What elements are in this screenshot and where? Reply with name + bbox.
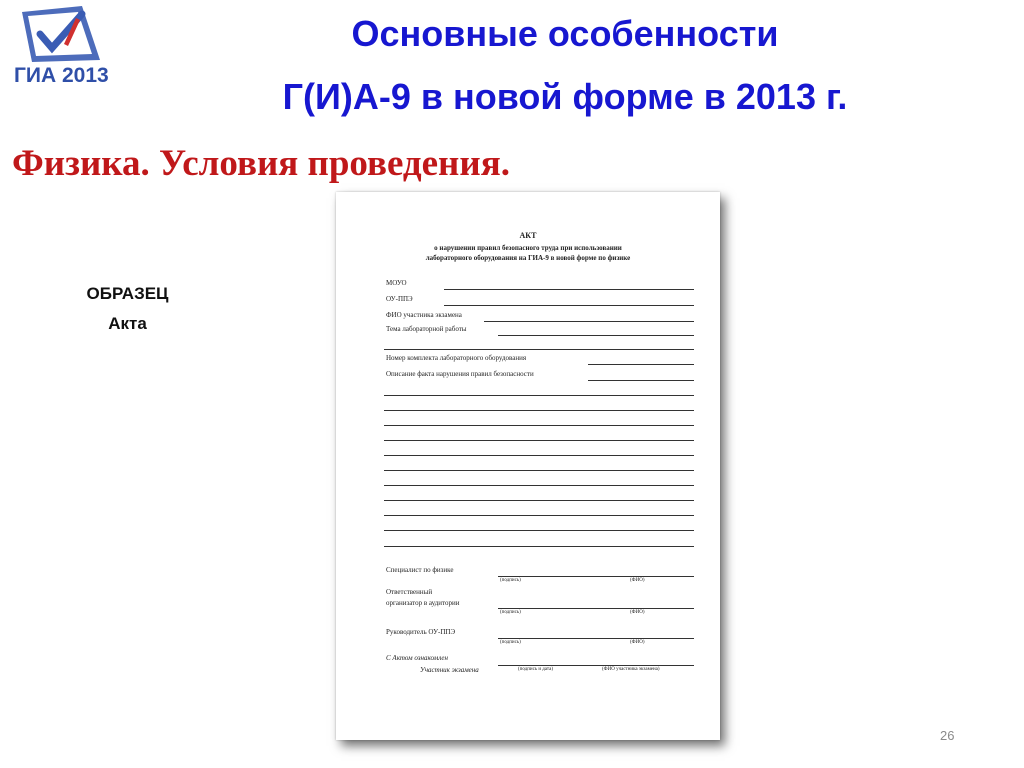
specialist-fio-caption: (ФИО)	[630, 578, 645, 583]
field-violation-label: Описание факта нарушения правил безопасности	[386, 370, 534, 378]
slide-title-line-2: Г(И)А-9 в новой форме в 2013 г.	[282, 76, 848, 117]
field-mouo-line	[444, 289, 694, 290]
head-fio-caption: (ФИО)	[630, 640, 645, 645]
head-label: Руководитель ОУ-ППЭ	[386, 628, 456, 636]
field-violation-line	[588, 380, 694, 381]
violation-line	[384, 515, 694, 516]
field-theme-line	[498, 335, 694, 336]
violation-line	[384, 500, 694, 501]
field-theme-label: Тема лабораторной работы	[386, 325, 467, 333]
participant-signature-line	[498, 665, 694, 666]
act-document-image	[336, 192, 720, 740]
organizer-label-2: организатор в аудитории	[386, 599, 460, 607]
violation-line	[384, 530, 694, 531]
head-signature-caption: (подпись)	[500, 640, 521, 645]
participant-fio-caption: (ФИО участника экзамена)	[602, 667, 660, 672]
participant-label: Участник экзамена	[420, 666, 479, 674]
specialist-signature-caption: (подпись)	[500, 578, 521, 583]
sample-label-line-2: Акта	[108, 314, 147, 333]
field-mouo-label: МОУО	[386, 279, 407, 287]
field-ou-ppe-line	[444, 305, 694, 306]
organizer-signature-line	[498, 608, 694, 609]
organizer-fio-caption: (ФИО)	[630, 610, 645, 615]
slide-title-line-1: Основные особенности	[351, 13, 779, 54]
specialist-label: Специалист по физике	[386, 566, 454, 574]
field-kit-number-label: Номер комплекта лабораторного оборудования	[386, 354, 527, 362]
violation-line	[384, 395, 694, 396]
gia-2013-logo	[4, 4, 114, 92]
act-subheading-1: о нарушении правил безопасного труда при использовании	[434, 244, 622, 252]
acknowledged-label: С Актом ознакомлен	[386, 654, 449, 662]
field-ou-ppe-label: ОУ-ППЭ	[386, 295, 413, 303]
act-heading: АКТ	[519, 231, 537, 240]
slide-page-number: 26	[940, 728, 955, 743]
participant-signature-caption: (подпись и дата)	[518, 667, 554, 672]
violation-line	[384, 470, 694, 471]
field-fio-line	[484, 321, 694, 322]
violation-line	[384, 455, 694, 456]
violation-line	[384, 546, 694, 547]
violation-line	[384, 485, 694, 486]
organizer-signature-caption: (подпись)	[500, 610, 521, 615]
slide-subtitle: Физика. Условия проведения.	[12, 143, 510, 184]
violation-line	[384, 440, 694, 441]
violation-line	[384, 410, 694, 411]
violation-line	[384, 425, 694, 426]
field-fio-label: ФИО участника экзамена	[386, 311, 462, 319]
act-subheading-2: лабораторного оборудования на ГИА-9 в новой форме по физике	[425, 254, 631, 262]
checkmark-pen-emblem-icon	[12, 4, 112, 68]
head-signature-line	[498, 638, 694, 639]
field-theme-line-2	[384, 349, 694, 350]
organizer-label-1: Ответственный	[386, 588, 433, 596]
sample-label-line-1: ОБРАЗЕЦ	[86, 284, 169, 303]
specialist-signature-line	[498, 576, 694, 577]
field-kit-number-line	[588, 364, 694, 365]
logo-text: ГИА 2013	[14, 64, 109, 87]
